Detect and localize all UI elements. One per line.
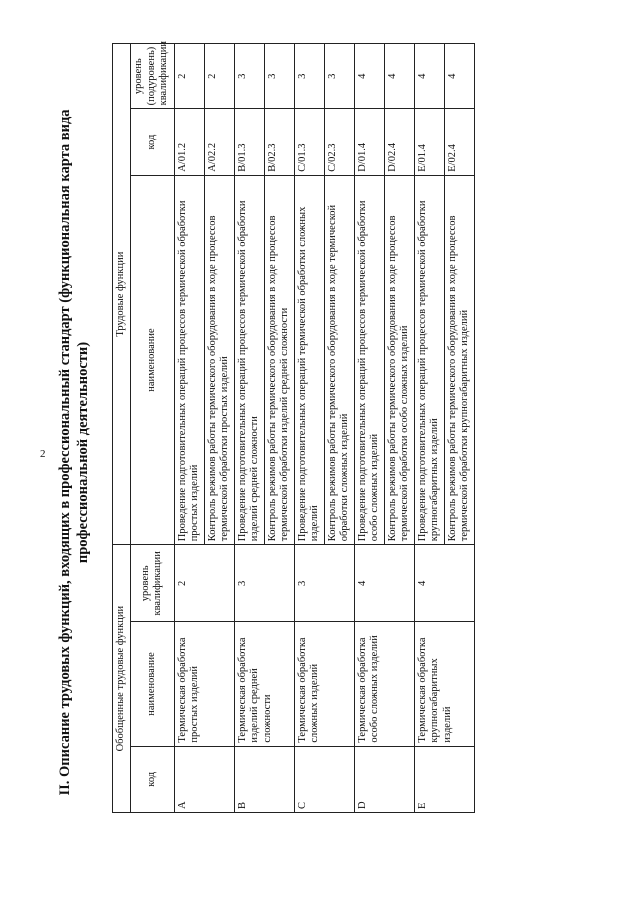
header-generalized-functions: Обобщенные трудовые функции	[113, 545, 131, 813]
generalized-code-cell: D	[354, 746, 414, 812]
generalized-code-cell: B	[234, 746, 294, 812]
function-level-cell: 4	[384, 44, 414, 109]
table-body	[174, 44, 474, 813]
generalized-level-cell: 3	[294, 545, 354, 622]
generalized-code-cell: E	[414, 746, 474, 812]
header-name: наименование	[130, 622, 174, 746]
header-function-code: код	[130, 109, 174, 175]
table-row	[174, 44, 204, 813]
generalized-name-cell: Термическая обработка особо сложных изделий	[354, 622, 414, 746]
function-code-cell: A/01.2	[174, 109, 204, 175]
header-code: код	[130, 746, 174, 812]
function-code-cell: A/02.2	[204, 109, 234, 175]
function-name-cell: Проведение подготовительных операций процессов термической обработки изделий средней сложности	[234, 175, 264, 544]
function-name-cell: Контроль режимов работы термического оборудования в ходе процессов термической обработки изделий средней сложности	[264, 175, 294, 544]
function-level-cell: 3	[234, 44, 264, 109]
function-code-cell: C/01.3	[294, 109, 324, 175]
title-line-2: профессиональной деятельности)	[75, 341, 91, 564]
function-code-cell: E/01.4	[414, 109, 444, 175]
generalized-name-cell: Термическая обработка простых изделий	[174, 622, 234, 746]
function-code-cell: D/02.4	[384, 109, 414, 175]
table-row	[294, 44, 324, 813]
table-row	[354, 44, 384, 813]
function-level-cell: 3	[324, 44, 354, 109]
header-labor-functions: Трудовые функции	[113, 44, 131, 545]
function-level-cell: 4	[444, 44, 474, 109]
function-name-cell: Проведение подготовительных операций процессов термической обработки особо сложных изделий	[354, 175, 384, 544]
function-code-cell: B/02.3	[264, 109, 294, 175]
generalized-level-cell: 4	[414, 545, 474, 622]
generalized-name-cell: Термическая обработка крупногабаритных изделий	[414, 622, 474, 746]
function-level-cell: 2	[174, 44, 204, 109]
function-code-cell: C/02.3	[324, 109, 354, 175]
header-sublevel: уровень (подуровень) квалификации	[130, 44, 174, 109]
function-name-cell: Проведение подготовительных операций процессов термической обработки простых изделий	[174, 175, 204, 544]
page-number: 2	[40, 448, 46, 460]
function-name-cell: Проведение подготовительных операций термической обработки сложных изделий	[294, 175, 324, 544]
header-level: уровень квалификации	[130, 545, 174, 622]
function-code-cell: B/01.3	[234, 109, 264, 175]
function-level-cell: 4	[354, 44, 384, 109]
header-function-name: наименование	[130, 175, 174, 544]
table-row	[234, 44, 264, 813]
function-name-cell: Контроль режимов работы термического оборудования в ходе термической обработки сложных изделий	[324, 175, 354, 544]
function-name-cell: Контроль режимов работы термического оборудования в ходе процессов термической обработки крупногабаритных изделий	[444, 175, 474, 544]
table-row	[414, 44, 444, 813]
function-level-cell: 3	[264, 44, 294, 109]
generalized-level-cell: 3	[234, 545, 294, 622]
generalized-code-cell: C	[294, 746, 354, 812]
generalized-level-cell: 4	[354, 545, 414, 622]
function-name-cell: Контроль режимов работы термического оборудования в ходе процессов термической обработки простых изделий	[204, 175, 234, 544]
generalized-code-cell: A	[174, 746, 234, 812]
function-level-cell: 3	[294, 44, 324, 109]
title-line-1: II. Описание трудовых функций, входящих в профессиональный стандарт (функциональная карта вида	[57, 109, 73, 796]
section-title	[56, 0, 92, 905]
generalized-name-cell: Термическая обработка изделий средней сложности	[234, 622, 294, 746]
function-level-cell: 2	[204, 44, 234, 109]
function-level-cell: 4	[414, 44, 444, 109]
generalized-level-cell: 2	[174, 545, 234, 622]
generalized-name-cell: Термическая обработка сложных изделий	[294, 622, 354, 746]
function-name-cell: Проведение подготовительных операций процессов термической обработки крупногабаритных изделий	[414, 175, 444, 544]
functional-map-table	[112, 40, 475, 813]
function-code-cell: E/02.4	[444, 109, 474, 175]
function-name-cell: Контроль режимов работы термического оборудования в ходе процессов термической обработки особо сложных изделий	[384, 175, 414, 544]
function-code-cell: D/01.4	[354, 109, 384, 175]
